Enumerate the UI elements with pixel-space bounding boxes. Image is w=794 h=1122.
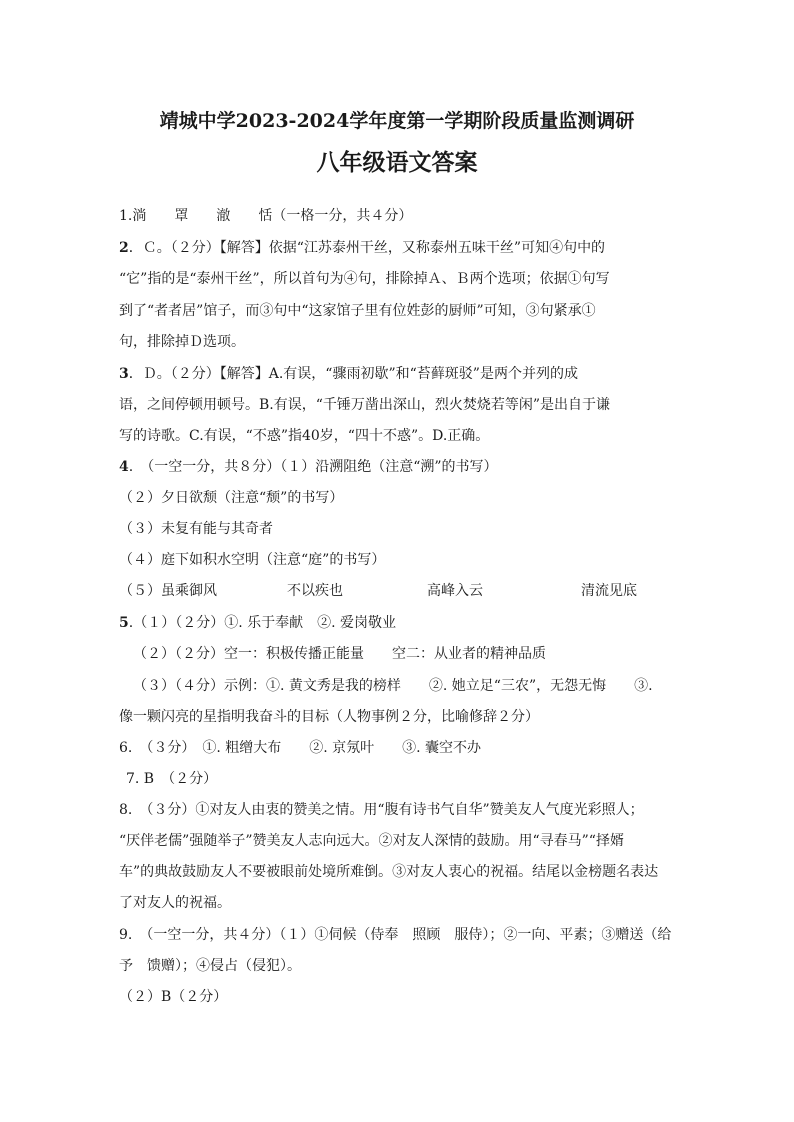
answer-line-18: 6. （３分） ①. 粗缯大布 ②. 京氖叶 ③. 囊空不办 bbox=[119, 740, 482, 756]
answer-line-8: 写的诗歌。C.有误，“不惑”指40岁，“四十不惑”。D.正确。 bbox=[119, 428, 490, 444]
answer-line-10: （２）夕日欲颓（注意“颓”的书写） bbox=[119, 490, 344, 506]
answer-line-24: 9. （一空一分，共４分）（１）①伺候（侍奉 照顾 服侍）；②一向、平素；③赠送（给 bbox=[119, 927, 672, 943]
answer-line-3: “它”指的是“泰州干丝”，所以首句为④句，排除掉Ａ、Ｂ两个选项；依据①句写 bbox=[119, 271, 610, 287]
answer-line-21: “厌伴老儒”强随举子”赞美友人志向远大。②对友人深情的鼓励。用“寻春马”“择婿 bbox=[119, 833, 624, 849]
answer-line-15: （２）（２分）空一：积极传播正能量 空二：从业者的精神品质 bbox=[133, 646, 546, 662]
document-subtitle: 八年级语文答案 bbox=[316, 149, 478, 176]
answer-line-13: （５）虽乘御风 不以疾也 高峰入云 清流见底 bbox=[119, 583, 637, 599]
answer-line-22: 车”的典故鼓励友人不要被眼前处境所难倒。③对友人衷心的祝福。结尾以金榜题名表达 bbox=[119, 864, 659, 880]
answer-line-19: 7. B （２分） bbox=[126, 771, 218, 787]
answer-line-7: 语，之间停顿用顿号。B.有误，“千锤万凿出深山，烈火焚烧若等闲”是出自于谦 bbox=[119, 397, 611, 413]
answer-line-16: （３）（４分）示例：①. 黄文秀是我的榜样 ②. 她立足“三农”，无怨无悔 ③. bbox=[133, 678, 653, 694]
answer-line-26: （２）B（２分） bbox=[119, 989, 228, 1005]
answer-line-17: 像一颗闪亮的星指明我奋斗的目标（人物事例２分，比喻修辞２分） bbox=[119, 709, 539, 725]
document-title: 靖城中学2023-2024学年度第一学期阶段质量监测调研 bbox=[159, 110, 635, 132]
answer-line-23: 了对友人的祝福。 bbox=[119, 895, 231, 911]
answer-line-9: 4. （一空一分，共８分）（１）沿溯阻绝（注意“溯”的书写） bbox=[119, 459, 498, 475]
answer-line-11: （３）未复有能与其奇者 bbox=[119, 521, 273, 537]
answer-line-12: （４）庭下如积水空明（注意“庭”的书写） bbox=[119, 552, 386, 568]
answer-line-5: 句，排除掉Ｄ选项。 bbox=[119, 334, 245, 350]
answer-line-14: 5.（１）（２分）①. 乐于奉献 ②. 爱岗敬业 bbox=[119, 615, 396, 631]
answer-line-6: 3．Ｄ。（２分）【解答】A.有误，“骤雨初歇”和“苔藓斑驳”是两个并列的成 bbox=[119, 366, 578, 382]
answer-line-2: 2．Ｃ。（２分）【解答】依据“江苏泰州干丝，又称泰州五味干丝”可知④句中的 bbox=[119, 240, 606, 256]
answer-line-4: 到了“者者居”馆子，而③句中“这家馆子里有位姓彭的厨师”可知，③句紧承① bbox=[119, 303, 596, 319]
answer-line-1: 1.淌 罩 澈 恬（一格一分，共４分） bbox=[119, 208, 413, 224]
answer-line-20: 8. （３分）①对友人由衷的赞美之情。用“腹有诗书气自华”赞美友人气度光彩照人； bbox=[119, 802, 644, 818]
answer-line-25: 予 馈赠）；④侵占（侵犯）。 bbox=[119, 958, 301, 974]
